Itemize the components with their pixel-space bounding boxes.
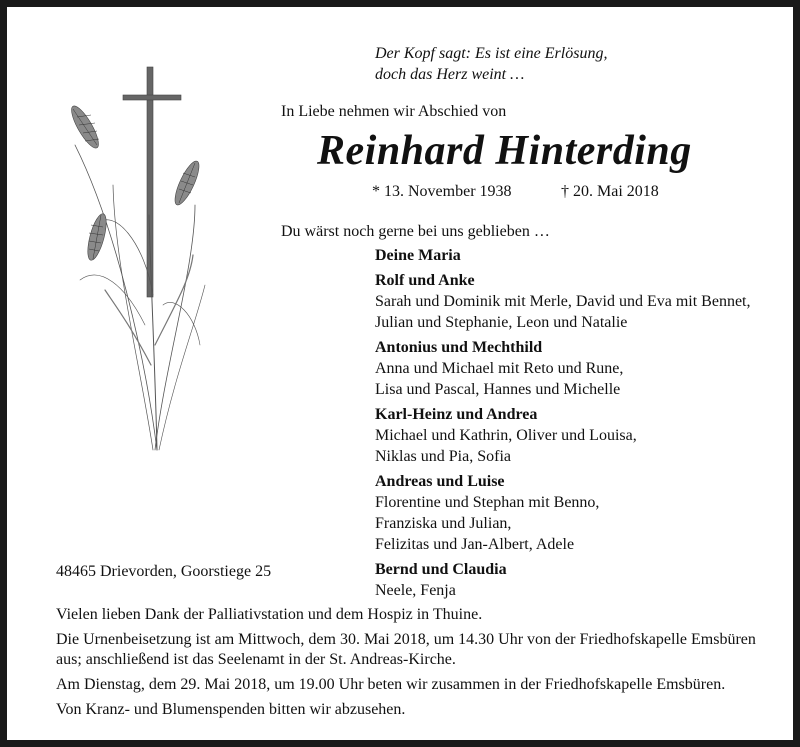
family-group-name: Bernd und Claudia: [375, 561, 507, 578]
family-group: [375, 559, 751, 601]
family-group-name: Deine Maria: [375, 247, 461, 264]
cross-with-wheat-icon: [45, 65, 220, 460]
footer-paragraph: Vielen lieben Dank der Palliativstation und dem Hospiz in Thuine.: [56, 606, 483, 623]
family-member-line: Neele, Fenja: [375, 582, 456, 599]
footer-paragraph: Die Urnenbeisetzung ist am Mittwoch, dem 30. Mai 2018, um 14.30 Uhr von der Friedhofskapelle Emsbüren aus; anschließend ist das Seelenamt in der St. Andreas-Kirche.: [56, 631, 756, 668]
birth-date: * 13. November 1938: [372, 183, 512, 200]
intro-text: In Liebe nehmen wir Abschied von: [281, 103, 507, 120]
deceased-name: Reinhard Hinterding: [317, 128, 692, 174]
family-list: [375, 245, 751, 605]
family-member-line: Felizitas und Jan-Albert, Adele: [375, 536, 575, 553]
footer-paragraph: Am Dienstag, dem 29. Mai 2018, um 19.00 Uhr beten wir zusammen in der Friedhofskapelle Emsbüren.: [56, 676, 726, 693]
mourning-line: Du wärst noch gerne bei uns geblieben …: [281, 223, 550, 240]
family-group: [375, 404, 751, 467]
family-member-line: Sarah und Dominik mit Merle, David und Eva mit Bennet,: [375, 293, 751, 310]
family-group: [375, 270, 751, 333]
family-group-name: Antonius und Mechthild: [375, 339, 543, 356]
death-date: † 20. Mai 2018: [561, 183, 659, 200]
family-member-line: Lisa und Pascal, Hannes und Michelle: [375, 381, 621, 398]
family-member-line: Niklas und Pia, Sofia: [375, 448, 511, 465]
footer-paragraph: Von Kranz- und Blumenspenden bitten wir abzusehen.: [56, 701, 406, 718]
family-group-name: Andreas und Luise: [375, 473, 505, 490]
family-member-line: Julian und Stephanie, Leon und Natalie: [375, 314, 628, 331]
family-group: [375, 471, 751, 555]
family-member-line: Anna und Michael mit Reto und Rune,: [375, 360, 624, 377]
epitaph-quote: [375, 43, 607, 85]
family-member-line: Florentine und Stephan mit Benno,: [375, 494, 600, 511]
epitaph-line-1: Der Kopf sagt: Es ist eine Erlösung,: [375, 45, 608, 62]
family-group-name: Karl-Heinz und Andrea: [375, 406, 538, 423]
family-group: [375, 245, 751, 266]
family-member-line: Michael und Kathrin, Oliver und Louisa,: [375, 427, 637, 444]
family-group: [375, 337, 751, 400]
epitaph-line-2: doch das Herz weint …: [375, 66, 525, 83]
family-member-line: Franziska und Julian,: [375, 515, 512, 532]
footer-notes: [56, 605, 776, 725]
address: 48465 Drievorden, Goorstiege 25: [56, 563, 272, 580]
family-group-name: Rolf und Anke: [375, 272, 475, 289]
